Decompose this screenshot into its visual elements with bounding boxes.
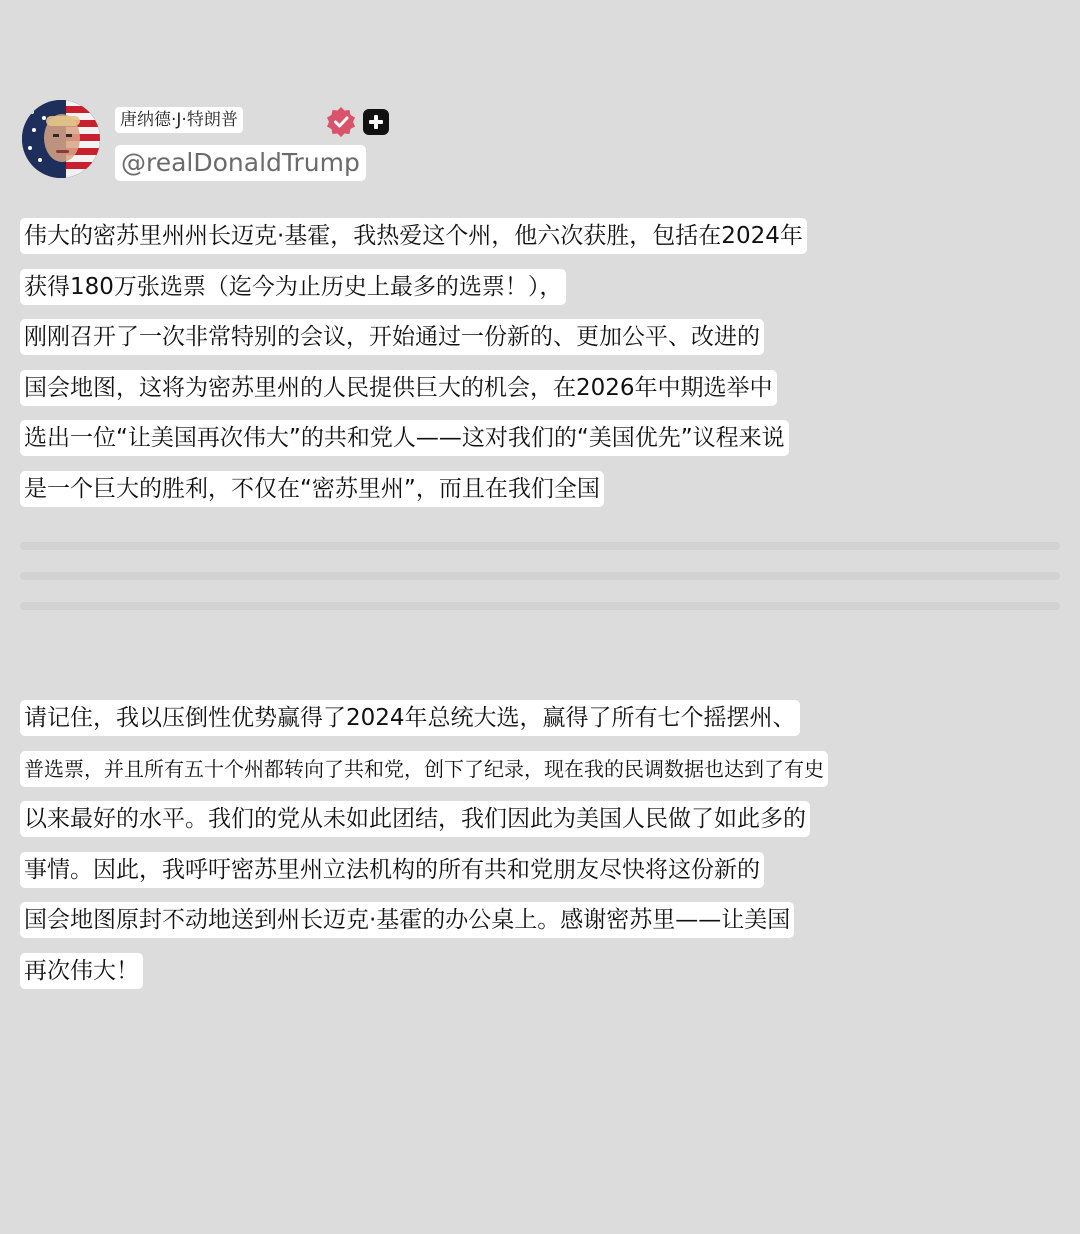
verified-badge-icon: [326, 107, 356, 137]
text-line: [20, 700, 828, 751]
post-header: [22, 98, 622, 188]
display-name[interactable]: 唐纳德·J·特朗普: [115, 107, 243, 133]
text-line: [20, 801, 828, 852]
text-highlight: 国会地图原封不动地送到州长迈克·基霍的办公桌上。感谢密苏里——让美国: [20, 902, 794, 938]
text-highlight: 获得180万张选票（迄今为止历史上最多的选票！），: [20, 269, 566, 305]
avatar[interactable]: [22, 100, 100, 178]
text-highlight: 事情。因此，我呼吁密苏里州立法机构的所有共和党朋友尽快将这份新的: [20, 852, 764, 888]
text-line: [20, 370, 807, 421]
text-highlight: 伟大的密苏里州州长迈克·基霍，我热爱这个州，他六次获胜，包括在2024年: [20, 218, 807, 254]
text-highlight: 刚刚召开了一次非常特别的会议，开始通过一份新的、更加公平、改进的: [20, 319, 764, 355]
text-highlight: 普选票，并且所有五十个州都转向了共和党，创下了纪录，现在我的民调数据也达到了有史: [20, 751, 828, 787]
text-line: [20, 420, 807, 471]
text-line: [20, 471, 807, 522]
faded-background-text: [20, 520, 1060, 640]
plus-icon[interactable]: [363, 109, 389, 135]
text-line: [20, 319, 807, 370]
text-line: [20, 852, 828, 903]
text-highlight: 以来最好的水平。我们的党从未如此团结，我们因此为美国人民做了如此多的: [20, 801, 810, 837]
text-highlight: 是一个巨大的胜利，不仅在“密苏里州”，而且在我们全国: [20, 471, 604, 507]
text-line: [20, 269, 807, 320]
text-highlight: 选出一位“让美国再次伟大”的共和党人——这对我们的“美国优先”议程来说: [20, 420, 789, 456]
text-line: [20, 751, 828, 802]
user-handle[interactable]: @realDonaldTrump: [115, 145, 366, 181]
text-highlight: 国会地图，这将为密苏里州的人民提供巨大的机会，在2026年中期选举中: [20, 370, 777, 406]
post-paragraph-2: [20, 700, 828, 1003]
post-paragraph-1: [20, 218, 807, 521]
text-highlight: 请记住，我以压倒性优势赢得了2024年总统大选，赢得了所有七个摇摆州、: [20, 700, 800, 736]
text-line: [20, 953, 828, 1004]
text-line: [20, 218, 807, 269]
text-line: [20, 902, 828, 953]
text-highlight: 再次伟大！: [20, 953, 143, 989]
